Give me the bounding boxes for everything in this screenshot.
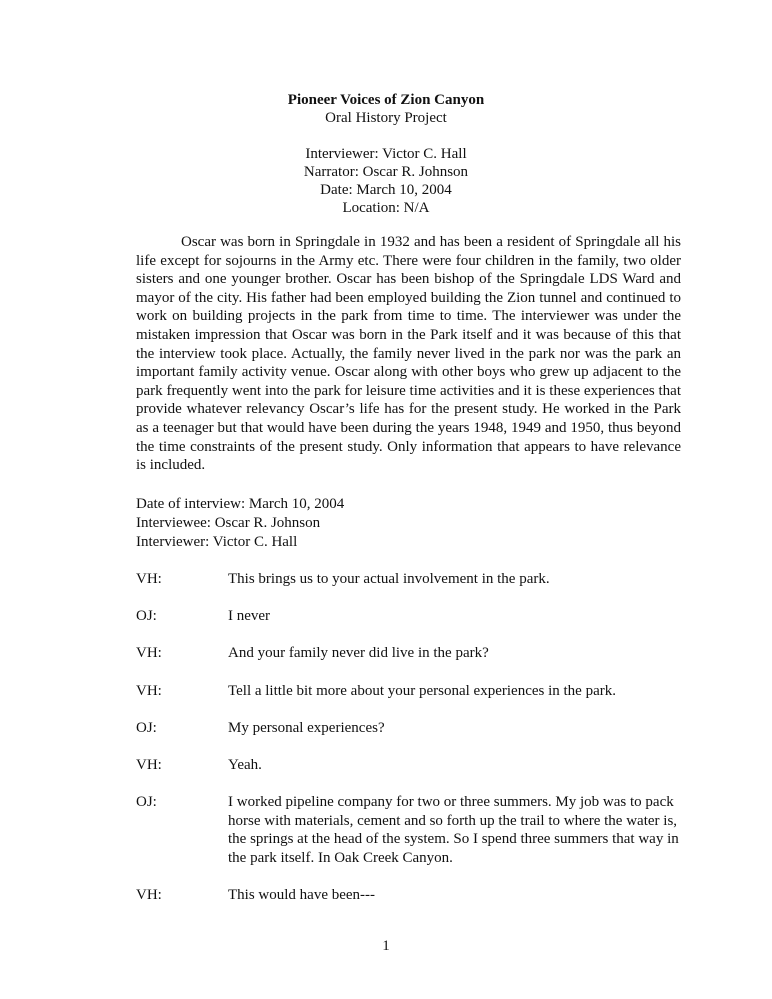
utterance-text: Yeah. <box>228 756 262 773</box>
transcript-row <box>136 886 686 905</box>
utterance-text: And your family never did live in the park? <box>228 645 489 662</box>
meta-narrator: Narrator: Oscar R. Johnson <box>303 164 469 180</box>
utterance-text: I worked pipeline company for two or three summers. My job was to pack horse with materials, cement and so forth up the trail to where the water is, the springs at the head of the system. So I spend three summers that way in the park itself. In Oak Creek Canyon. <box>228 794 679 866</box>
meta-date: Date: March 10, 2004 <box>320 182 452 198</box>
page-subtitle: Oral History Project <box>325 110 447 126</box>
speaker-label: VH: <box>136 887 162 904</box>
transcript-row <box>136 719 686 738</box>
speaker-label: VH: <box>136 571 162 587</box>
transcript-row <box>136 570 686 589</box>
interview-details <box>136 495 344 552</box>
transcript-row <box>136 682 686 701</box>
speaker-label: VH: <box>136 682 162 699</box>
speaker-label: OJ: <box>136 608 157 625</box>
details-interviewer: Interviewer: Victor C. Hall <box>136 534 298 550</box>
details-date: Date of interview: March 10, 2004 <box>136 496 345 512</box>
meta-interviewer: Interviewer: Victor C. Hall <box>305 146 467 162</box>
page-title: Pioneer Voices of Zion Canyon <box>287 92 485 108</box>
speaker-label: OJ: <box>136 719 157 736</box>
interview-meta <box>0 145 772 217</box>
utterance-text: This would have been--- <box>228 887 376 904</box>
transcript <box>136 570 686 923</box>
speaker-label: VH: <box>136 645 162 662</box>
intro-paragraph: Oscar was born in Springdale in 1932 and has been a resident of Springdale all his life except for sojourns in the Army etc. There were four children in the family, two older sisters and one younger brother. Oscar has been bishop of the Springdale LDS Ward and mayor of the city. His father had been employed building the Zion tunnel and continued to work on building projects in the park from time to time. The interviewer was under the mistaken impression that Oscar was born in the Park itself and it was because of this that the interview took place. Actually, the family never lived in the park nor was the park an important family activity venue. Oscar along with other boys who grew up adjacent to the park frequently went into the park for leisure time activities and it is these experiences that provide whatever relevancy Oscar’s life has for the present study. He worked in the Park as a teenager but that would have been during the years 1948, 1949 and 1950, thus beyond the time constraints of the present study. Only information that appears to have relevance is included. <box>136 234 681 474</box>
page-number: 1 <box>382 938 390 954</box>
utterance-text: This brings us to your actual involvement in the park. <box>228 571 550 587</box>
utterance-text: I never <box>228 608 271 625</box>
transcript-row <box>136 644 686 663</box>
utterance-text: Tell a little bit more about your personal experiences in the park. <box>228 682 616 699</box>
utterance-text: My personal experiences? <box>228 719 385 736</box>
transcript-row <box>136 607 686 626</box>
speaker-label: OJ: <box>136 794 157 811</box>
meta-location: Location: N/A <box>342 200 430 216</box>
transcript-row <box>136 756 686 775</box>
details-interviewee: Interviewee: Oscar R. Johnson <box>136 515 321 531</box>
transcript-row <box>136 793 686 867</box>
speaker-label: VH: <box>136 756 162 773</box>
